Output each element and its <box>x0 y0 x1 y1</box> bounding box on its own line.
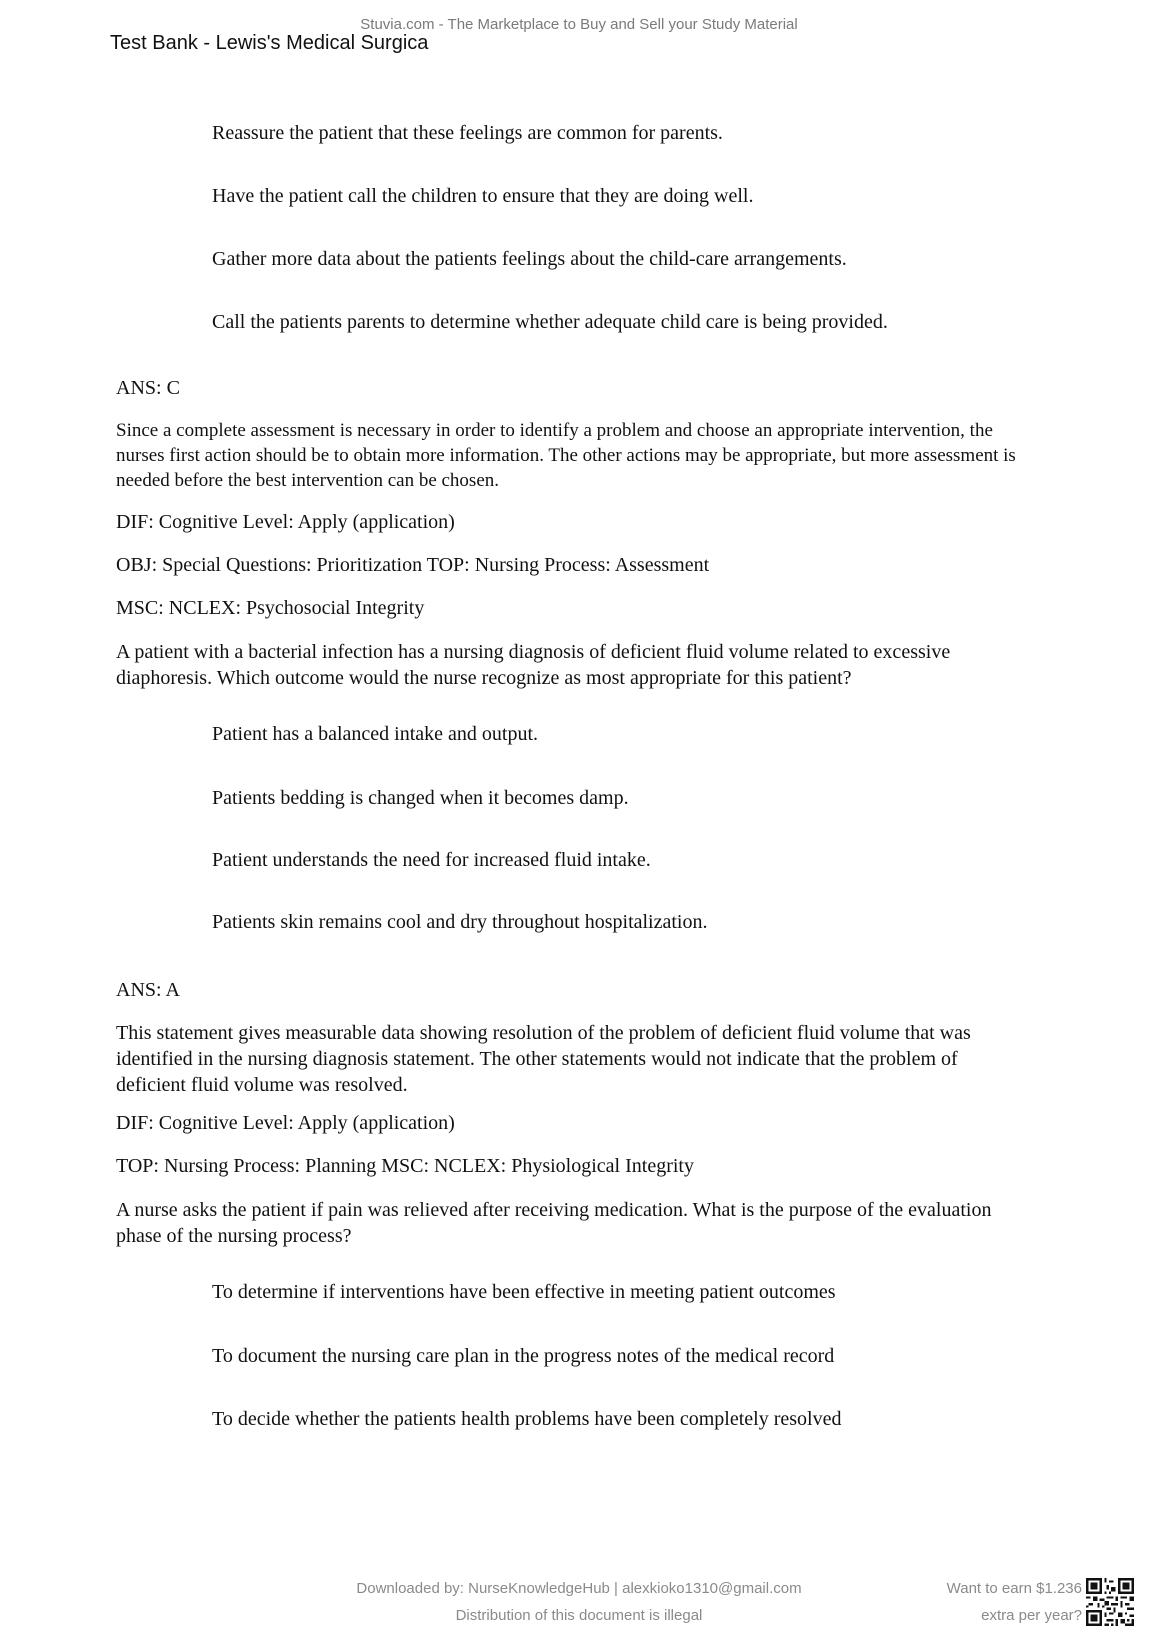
site-banner: Stuvia.com - The Marketplace to Buy and Sell your Study Material <box>360 16 798 33</box>
q1-rationale: Since a complete assessment is necessary in order to identify a problem and choose an appropriate intervention, the nurses first action should be to obtain more information. The other actions may be appropriate, but more assessment is needed before the best intervention can be chosen. <box>116 420 1016 491</box>
q2-topic: TOP: Nursing Process: Planning MSC: NCLEX: Physiological Integrity <box>116 1155 694 1177</box>
q1-objective: OBJ: Special Questions: Prioritization TOP: Nursing Process: Assessment <box>116 554 710 576</box>
q1-answer: ANS: C <box>116 377 180 399</box>
q1-category: MSC: NCLEX: Psychosocial Integrity <box>116 597 425 619</box>
footer-distribution-notice: Distribution of this document is illegal <box>455 1607 703 1624</box>
q2-option-c: Patient understands the need for increased fluid intake. <box>212 849 651 871</box>
q1-option-c: Gather more data about the patients feelings about the child-care arrangements. <box>212 248 847 270</box>
earn-promo-line1[interactable]: Want to earn $1.236 <box>946 1580 1082 1597</box>
q2-stem: A patient with a bacterial infection has a nursing diagnosis of deficient fluid volume related to excessive diaphoresis. Which outcome would the nurse recognize as most appropriate for this patient? <box>116 641 951 689</box>
q2-difficulty: DIF: Cognitive Level: Apply (application) <box>116 1112 455 1134</box>
footer-downloaded-by: Downloaded by: NurseKnowledgeHub | alexkioko1310@gmail.com <box>356 1580 802 1597</box>
q2-answer: ANS: A <box>116 979 180 1001</box>
q2-option-d: Patients skin remains cool and dry throughout hospitalization. <box>212 911 708 933</box>
q2-rationale: This statement gives measurable data showing resolution of the problem of deficient fluid volume that was identified in the nursing diagnosis statement. The other statements would not indicate that the problem of deficient fluid volume was resolved. <box>116 1022 971 1096</box>
document-title: Test Bank - Lewis's Medical Surgica <box>110 32 429 54</box>
q2-option-a: Patient has a balanced intake and output. <box>212 723 539 745</box>
q3-option-c: To decide whether the patients health problems have been completely resolved <box>212 1408 842 1430</box>
q1-option-d: Call the patients parents to determine whether adequate child care is being provided. <box>212 311 888 333</box>
q3-stem: A nurse asks the patient if pain was relieved after receiving medication. What is the purpose of the evaluation phase of the nursing process? <box>116 1199 992 1247</box>
q1-option-a: Reassure the patient that these feelings are common for parents. <box>212 122 723 144</box>
earn-promo-line2[interactable]: extra per year? <box>981 1607 1082 1624</box>
q1-option-b: Have the patient call the children to ensure that they are doing well. <box>212 185 754 207</box>
qr-code-icon[interactable] <box>1086 1578 1134 1626</box>
q3-option-a: To determine if interventions have been effective in meeting patient outcomes <box>212 1281 836 1303</box>
q3-option-b: To document the nursing care plan in the progress notes of the medical record <box>212 1345 835 1367</box>
q2-option-b: Patients bedding is changed when it becomes damp. <box>212 787 629 809</box>
q1-difficulty: DIF: Cognitive Level: Apply (application) <box>116 511 455 533</box>
